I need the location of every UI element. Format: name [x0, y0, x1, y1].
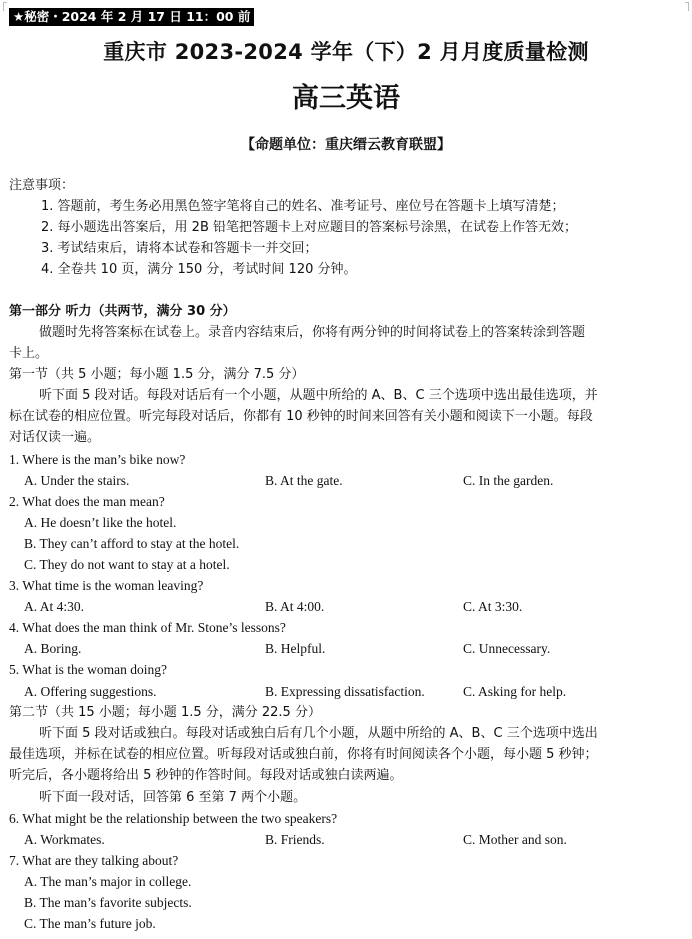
note-item: 4. 全卷共 10 页，满分 150 分，考试时间 120 分钟。 [41, 262, 357, 277]
part1-instruction: 做题时先将答案标在试卷上。录音内容结束后，你将有两分钟的时间将试卷上的答案转涂到答题 [39, 325, 586, 340]
exam-title: 重庆市 2023-2024 学年（下）2 月月度质量检测 [103, 40, 589, 64]
option-b: B. Expressing dissatisfaction. [265, 684, 425, 699]
question-stem: 3. What time is the woman leaving? [9, 578, 204, 593]
option-b: B. The man’s favorite subjects. [24, 895, 192, 910]
page-corner-mark [3, 2, 7, 11]
option-b: B. At 4:00. [265, 599, 325, 614]
option-b: B. Friends. [265, 832, 325, 847]
option-b: B. At the gate. [265, 473, 343, 488]
question-stem: 2. What does the man mean? [9, 494, 165, 509]
option-c: C. The man’s future job. [24, 916, 156, 931]
note-item: 1. 答题前，考生务必用黑色签字笔将自己的姓名、准考证号、座位号在答题卡上填写清楚； [41, 199, 565, 214]
page-corner-mark [685, 2, 689, 11]
note-item: 3. 考试结束后，请将本试卷和答题卡一并交回； [41, 241, 318, 256]
question-stem: 1. Where is the man’s bike now? [9, 452, 186, 467]
option-a: A. Under the stairs. [24, 473, 130, 488]
option-b: B. Helpful. [265, 641, 326, 656]
option-a: A. He doesn’t like the hotel. [24, 515, 177, 530]
question-stem: 6. What might be the relationship between the two speakers? [9, 811, 338, 826]
section2-instruction: 听下面一段对话，回答第 6 至第 7 两个小题。 [39, 790, 307, 805]
section1-instruction: 标在试卷的相应位置。听完每段对话后，你都有 10 秒钟的时间来回答有关小题和阅读下一小题。每段 [9, 409, 593, 424]
option-b: B. They can’t afford to stay at the hotel. [24, 536, 240, 551]
option-a: A. Boring. [24, 641, 82, 656]
part1-instruction: 卡上。 [9, 346, 49, 361]
option-c: C. Asking for help. [463, 684, 567, 699]
option-a: A. At 4:30. [24, 599, 85, 614]
subject-title: 高三英语 [292, 83, 400, 114]
option-a: A. Workmates. [24, 832, 105, 847]
section2-instruction: 听下面 5 段对话或独白。每段对话或独白后有几个小题，从题中所给的 A、B、C 三个选项中选出 [39, 726, 598, 741]
option-c: C. At 3:30. [463, 599, 523, 614]
confidential-label: ★秘密・2024 年 2 月 17 日 11：00 前 [9, 8, 254, 26]
question-stem: 7. What are they talking about? [9, 853, 179, 868]
section2-instruction: 最佳选项，并标在试卷的相应位置。听每段对话或独白前，你将有时间阅读各个小题，每小题 5 秒钟； [9, 747, 598, 762]
option-a: A. Offering suggestions. [24, 684, 157, 699]
option-c: C. In the garden. [463, 473, 554, 488]
question-stem: 5. What is the woman doing? [9, 662, 167, 677]
section1-instruction: 对话仅读一遍。 [9, 430, 101, 445]
section1-instruction: 听下面 5 段对话。每段对话后有一个小题，从题中所给的 A、B、C 三个选项中选出最佳选项，并 [39, 388, 598, 403]
notes-heading: 注意事项： [9, 178, 75, 193]
option-c: C. They do not want to stay at a hotel. [24, 557, 230, 572]
option-c: C. Unnecessary. [463, 641, 551, 656]
section1-heading: 第一节（共 5 小题；每小题 1.5 分，满分 7.5 分） [9, 367, 305, 382]
section2-instruction: 听完后，各小题将给出 5 秒钟的作答时间。每段对话或独白读两遍。 [9, 768, 403, 783]
option-a: A. The man’s major in college. [24, 874, 192, 889]
question-stem: 4. What does the man think of Mr. Stone’s lessons? [9, 620, 286, 635]
issuer-line: 【命题单位：重庆缙云教育联盟】 [241, 137, 451, 153]
note-item: 2. 每小题选出答案后，用 2B 铅笔把答题卡上对应题目的答案标号涂黑，在试卷上作答无效； [41, 220, 577, 235]
section2-heading: 第二节（共 15 小题；每小题 1.5 分，满分 22.5 分） [9, 705, 321, 720]
part1-heading: 第一部分 听力（共两节，满分 30 分） [9, 304, 236, 319]
option-c: C. Mother and son. [463, 832, 567, 847]
